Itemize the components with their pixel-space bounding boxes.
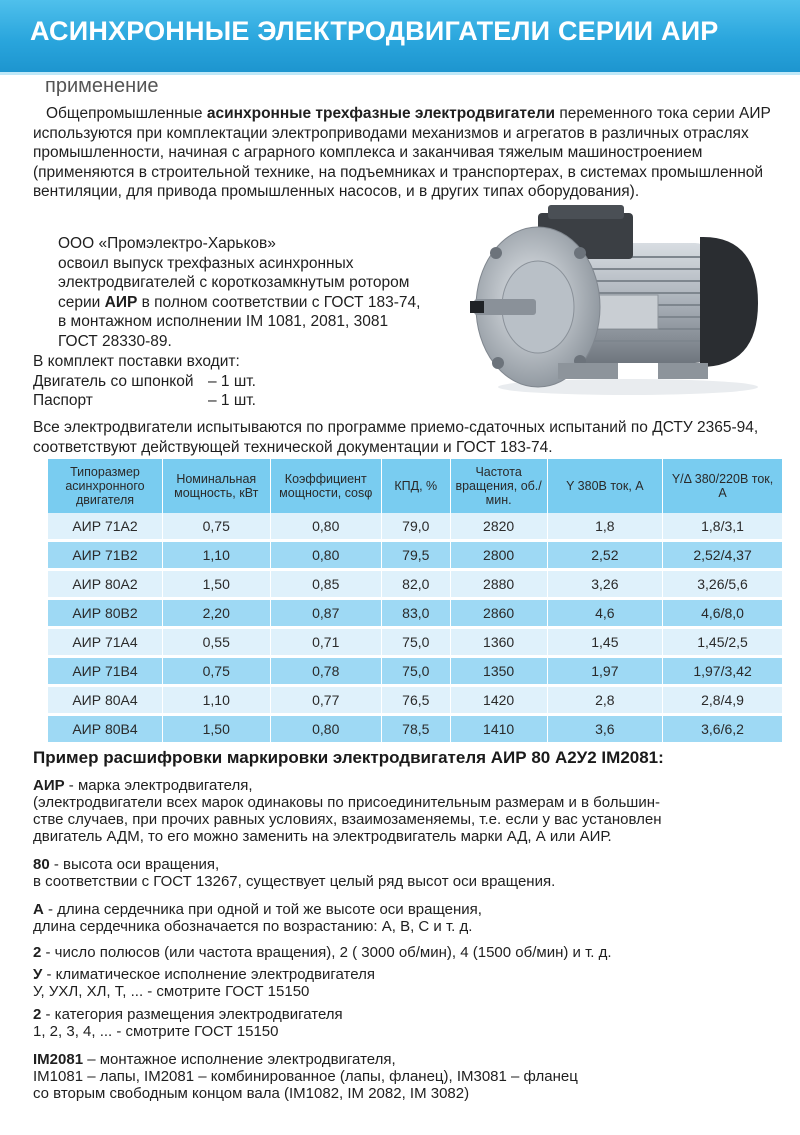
table-cell: 1410: [451, 716, 548, 745]
table-cell: 2,52/4,37: [663, 542, 783, 571]
title-banner: [0, 0, 800, 75]
company-text: в полном соответствии с ГОСТ 183-74,: [137, 293, 421, 311]
table-cell: 0,71: [271, 629, 382, 658]
table-cell: 1,97/3,42: [663, 658, 783, 687]
decoding-item-placement: [33, 1006, 778, 1040]
specs-table: [48, 459, 783, 745]
decoding-text: - длина сердечника при одной и той же высоте оси вращения,: [43, 901, 482, 918]
table-cell: 2860: [451, 600, 548, 629]
table-cell: 2800: [451, 542, 548, 571]
decoding-text: - число полюсов (или частота вращения), 2 ( 3000 об/мин), 4 (1500 об/мин) и т. д.: [41, 944, 612, 961]
decoding-line: стве случаев, при прочих равных условиях, взаимозаменяемы, т.е. если у вас установлен: [33, 811, 662, 828]
table-cell: АИР 71В2: [48, 542, 163, 571]
table-cell: АИР 80А2: [48, 571, 163, 600]
decoding-text: - высота оси вращения,: [49, 856, 220, 873]
table-cell: 1360: [451, 629, 548, 658]
intro-text-bold: асинхронные трехфазные электродвигатели: [206, 105, 556, 122]
column-header: Частота вращения, об./мин.: [451, 459, 548, 513]
section-label: применение: [45, 75, 159, 97]
decoding-line: [33, 777, 778, 794]
column-header: Номинальная мощность, кВт: [163, 459, 271, 513]
decoding-text: - климатическое исполнение электродвигателя: [42, 966, 375, 983]
decoding-line: [33, 856, 778, 873]
table-cell: 0,78: [271, 658, 382, 687]
column-header: Коэффициент мощности, cosφ: [271, 459, 382, 513]
table-cell: 83,0: [382, 600, 451, 629]
decoding-line: (электродвигатели всех марок одинаковы по присоединительным размерам и в большин-: [33, 794, 660, 811]
company-line: электродвигателей с короткозамкнутым ротором: [58, 274, 410, 291]
table-cell: 1,50: [163, 716, 271, 745]
table-row: [48, 716, 783, 745]
decoding-key: А: [33, 901, 44, 918]
table-cell: 2,52: [548, 542, 663, 571]
table-cell: 75,0: [382, 658, 451, 687]
decoding-line: [33, 1006, 778, 1023]
kit-item: [33, 372, 333, 392]
table-cell: 2,20: [163, 600, 271, 629]
table-row: [48, 658, 783, 687]
decoding-line: IM1081 – лапы, IM2081 – комбинированное (лапы, фланец), IM3081 – фланец: [33, 1068, 578, 1085]
decoding-key: У: [33, 966, 43, 983]
column-header: Y 380В ток, А: [548, 459, 663, 513]
table-cell: 0,85: [271, 571, 382, 600]
decoding-key: 2: [33, 944, 42, 961]
table-row: [48, 629, 783, 658]
table-cell: 1350: [451, 658, 548, 687]
table-cell: 1,10: [163, 542, 271, 571]
table-cell: 76,5: [382, 687, 451, 716]
company-line: ООО «Промэлектро-Харьков»: [58, 235, 276, 252]
company-text: серии: [58, 293, 105, 311]
company-line: ГОСТ 28330-89.: [58, 332, 172, 350]
table-cell: 0,77: [271, 687, 382, 716]
table-row: [48, 687, 783, 716]
decoding-line: У, УХЛ, ХЛ, Т, ... - смотрите ГОСТ 15150: [33, 983, 310, 1000]
kit-item-qty: – 1 шт.: [208, 372, 256, 390]
kit-item: [33, 391, 333, 411]
table-cell: 1,8: [548, 513, 663, 542]
decoding-line: [33, 901, 778, 918]
column-header: Y/Δ 380/220В ток, А: [663, 459, 783, 513]
decoding-line: двигатель АДМ, то его можно заменить на электродвигатель марки АД, А или АИР.: [33, 828, 612, 845]
table-cell: 1,8/3,1: [663, 513, 783, 542]
table-cell: 0,87: [271, 600, 382, 629]
table-cell: 0,80: [271, 513, 382, 542]
table-header-row: [48, 459, 783, 513]
table-row: [48, 513, 783, 542]
motor-image: [468, 195, 778, 395]
table-cell: 1,10: [163, 687, 271, 716]
decoding-item-a: [33, 901, 778, 935]
column-header: КПД, %: [382, 459, 451, 513]
decoding-line: 1, 2, 3, 4, ... - смотрите ГОСТ 15150: [33, 1023, 279, 1040]
company-line: освоил выпуск трехфазных асинхронных: [58, 254, 354, 272]
decoding-line: [33, 944, 778, 961]
decoding-line: в соответствии с ГОСТ 13267, существует целый ряд высот оси вращения.: [33, 873, 556, 890]
page-title: АСИНХРОННЫЕ ЭЛЕКТРОДВИГАТЕЛИ СЕРИИ АИР: [30, 16, 719, 46]
table-cell: 3,6: [548, 716, 663, 745]
table-cell: 79,0: [382, 513, 451, 542]
table-cell: 1420: [451, 687, 548, 716]
table-cell: 0,80: [271, 716, 382, 745]
company-paragraph: [58, 234, 468, 351]
decoding-item-air: [33, 777, 778, 845]
kit-item-qty: – 1 шт.: [208, 392, 256, 409]
table-cell: АИР 71В4: [48, 658, 163, 687]
decoding-text: – монтажное исполнение электродвигателя,: [83, 1051, 396, 1068]
decoding-line: [33, 1051, 778, 1068]
kit-item-name: Паспорт: [33, 392, 93, 409]
table-cell: 0,75: [163, 658, 271, 687]
table-cell: 2,8/4,9: [663, 687, 783, 716]
decoding-key: 80: [33, 856, 50, 873]
table-cell: 4,6/8,0: [663, 600, 783, 629]
table-cell: 1,45: [548, 629, 663, 658]
decoding-item-mounting: [33, 1051, 778, 1102]
decoding-item-80: [33, 856, 778, 890]
table-row: [48, 571, 783, 600]
decoding-key: АИР: [33, 777, 65, 794]
intro-text-start: Общепромышленные: [46, 105, 207, 122]
company-line: [58, 293, 468, 313]
table-cell: 82,0: [382, 571, 451, 600]
table-cell: 3,26: [548, 571, 663, 600]
table-cell: 75,0: [382, 629, 451, 658]
table-cell: АИР 80В2: [48, 600, 163, 629]
decoding-title: Пример расшифровки маркировки электродвигателя АИР 80 А2У2 IM2081:: [33, 748, 664, 767]
table-cell: 79,5: [382, 542, 451, 571]
table-cell: 4,6: [548, 600, 663, 629]
decoding-line: [33, 966, 778, 983]
table-cell: АИР 80В4: [48, 716, 163, 745]
kit-heading: В комплект поставки входит:: [33, 353, 240, 370]
intro-text-end: переменного тока серии АИР используются при комплектации электроприводами механизмов и агрегатов в различных отраслях промышленности, начиная с аграрного комплекса и заканчивая тяжелым машиностроением (применяются в строительной технике, на подъемниках и транспортерах, в системах промышленной вентиляции, для привода промышленных насосов, и в других типах оборудования).: [33, 105, 771, 200]
series-name: АИР: [104, 293, 138, 311]
table-cell: 0,75: [163, 513, 271, 542]
table-row: [48, 542, 783, 571]
table-cell: 1,97: [548, 658, 663, 687]
decoding-text: - категория размещения электродвигателя: [41, 1006, 343, 1023]
table-cell: 1,45/2,5: [663, 629, 783, 658]
table-cell: 3,6/6,2: [663, 716, 783, 745]
table-cell: 2820: [451, 513, 548, 542]
table-cell: АИР 71А2: [48, 513, 163, 542]
decoding-key: IM2081: [33, 1051, 84, 1068]
decoding-line: со вторым свободным концом вала (IM1082, IM 2082, IM 3082): [33, 1085, 470, 1102]
table-cell: 0,55: [163, 629, 271, 658]
decoding-item-climate: [33, 966, 778, 1000]
column-header: Типоразмер асинхронного двигателя: [48, 459, 163, 513]
kit-item-name: Двигатель со шпонкой: [33, 372, 194, 390]
table-cell: АИР 71А4: [48, 629, 163, 658]
decoding-text: - марка электродвигателя,: [64, 777, 253, 794]
table-cell: АИР 80А4: [48, 687, 163, 716]
table-cell: 78,5: [382, 716, 451, 745]
table-cell: 1,50: [163, 571, 271, 600]
table-cell: 2,8: [548, 687, 663, 716]
decoding-item-poles: [33, 944, 778, 961]
table-cell: 0,80: [271, 542, 382, 571]
delivery-kit: [33, 352, 333, 411]
table-row: [48, 600, 783, 629]
company-line: в монтажном исполнении IM 1081, 2081, 3081: [58, 313, 389, 330]
table-cell: 3,26/5,6: [663, 571, 783, 600]
table-cell: 2880: [451, 571, 548, 600]
decoding-key: 2: [33, 1006, 42, 1023]
intro-paragraph: [33, 104, 778, 202]
tests-paragraph: Все электродвигатели испытываются по программе приемо-сдаточных испытаний по ДСТУ 2365-94, соответствуют действующей технической документации и ГОСТ 183-74.: [33, 419, 759, 456]
decoding-line: длина сердечника обозначается по возрастанию: А, В, С и т. д.: [33, 918, 473, 935]
